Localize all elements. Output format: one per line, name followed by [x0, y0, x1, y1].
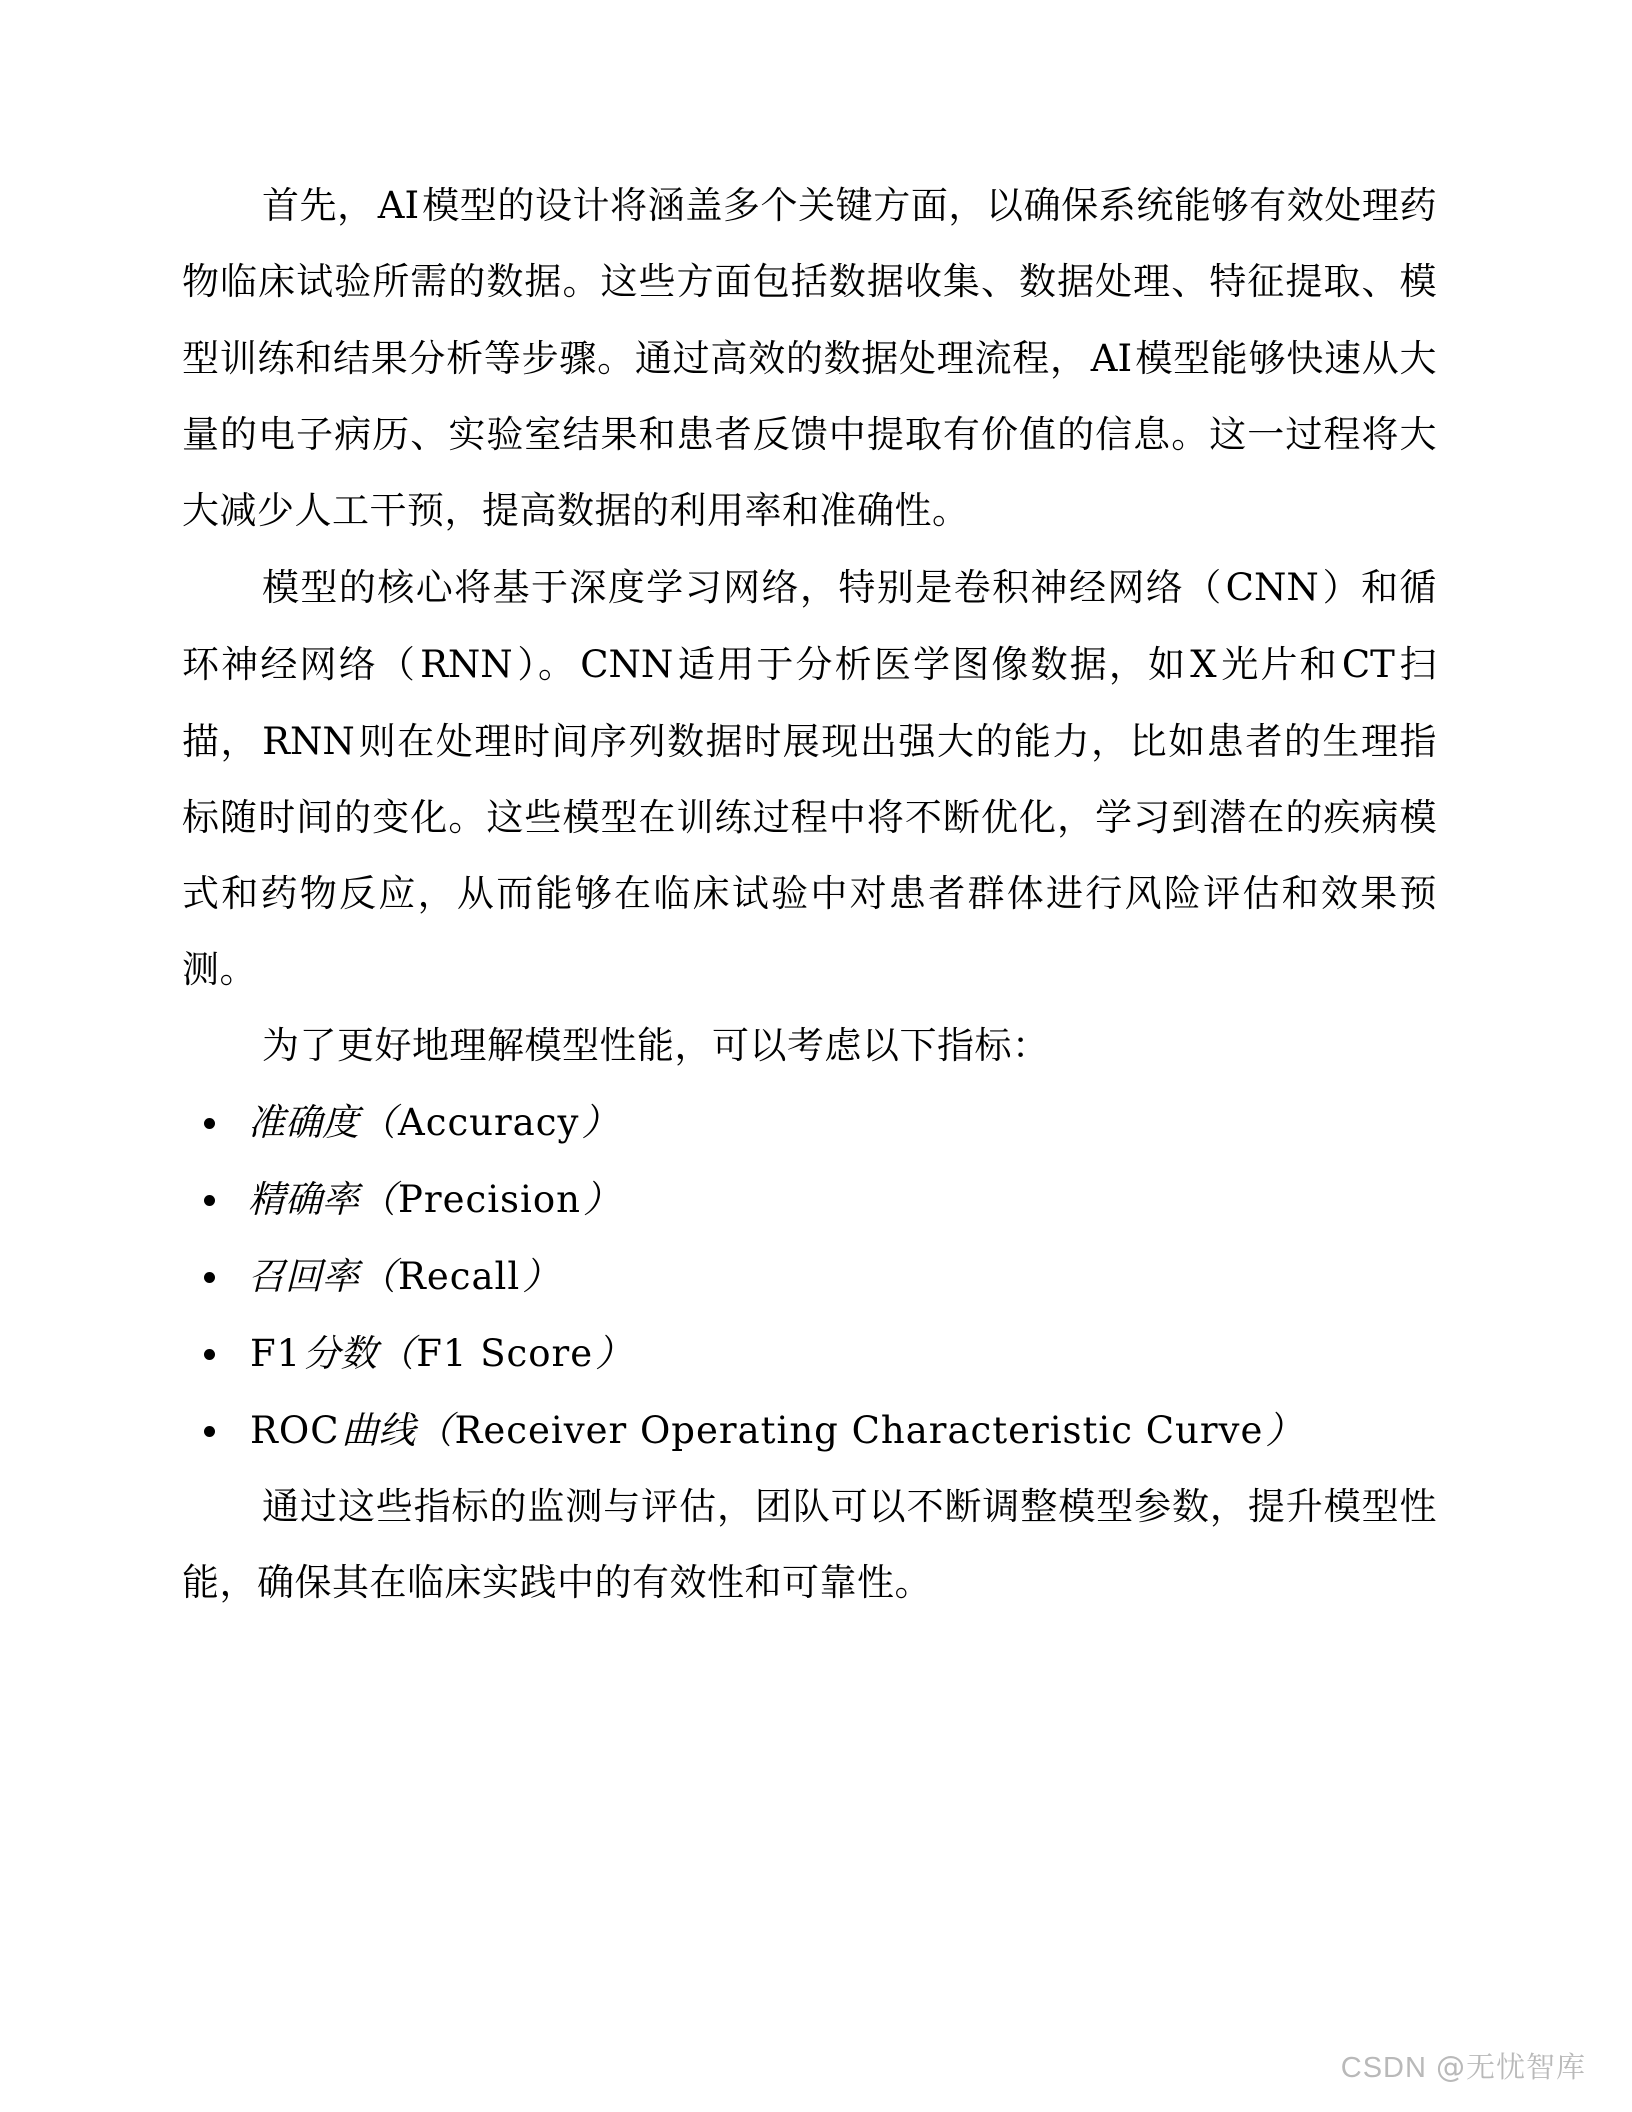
paragraph-3: [182, 1009, 1437, 1085]
document-body: [182, 168, 1437, 1622]
bullet-dot-icon: [204, 1195, 215, 1206]
latin-run: F1: [250, 1332, 302, 1375]
list-item: [182, 1239, 1437, 1316]
cjk-run: 召回率（: [248, 1257, 396, 1298]
latin-run: Receiver Operating Characteristic Curve: [454, 1409, 1264, 1452]
latin-run: RNN: [420, 643, 513, 686]
list-item: [182, 1316, 1437, 1393]
cjk-run: 为了更好地理解模型性能，可以考虑以下指标：: [262, 1026, 1050, 1067]
cjk-run: 分数（: [303, 1334, 415, 1375]
cjk-run: ）和循环神经网络（: [182, 568, 1438, 686]
latin-run: CNN: [580, 643, 674, 686]
latin-run: RNN: [262, 720, 355, 763]
cjk-run: 模型的设计将涵盖多个关键方面，以确保系统能够有效处理药物临床试验所需的数据。这些方面包括数据收集、数据处理、特征提取、模型训练和结果分析等步骤。通过高效的数据处理流程，: [182, 186, 1437, 380]
paragraph-2: [182, 550, 1437, 1009]
latin-run: X: [1190, 643, 1217, 686]
latin-run: AI: [1090, 337, 1133, 380]
watermark-prefix: CSDN: [1340, 2052, 1436, 2084]
bullet-dot-icon: [204, 1349, 215, 1360]
cjk-run: ）: [581, 1103, 619, 1144]
list-item: [182, 1162, 1437, 1239]
list-item: [182, 1085, 1437, 1162]
list-item-label: [248, 1334, 632, 1375]
bullet-dot-icon: [204, 1272, 215, 1283]
latin-run: CNN: [1225, 566, 1319, 609]
latin-run: F1 Score: [416, 1332, 594, 1375]
cjk-run: ）: [522, 1257, 560, 1298]
list-item: [182, 1393, 1437, 1470]
cjk-run: 模型的核心将基于深度学习网络，特别是卷积神经网络（: [262, 568, 1223, 609]
cjk-run: 扫描，: [182, 645, 1438, 763]
cjk-run: 则在处理时间序列数据时展现出强大的能力，比如患者的生理指标随时间的变化。这些模型在训练过程中将不断优化，学习到潜在的疾病模式和药物反应，从而能够在临床试验中对患者群体进行风险评估和效果预测。: [182, 722, 1437, 991]
cjk-run: 适用于分析医学图像数据，如: [676, 645, 1188, 686]
list-item-label: [248, 1411, 1302, 1452]
cjk-run: ）: [582, 1180, 620, 1221]
cjk-run: ）: [595, 1334, 633, 1375]
latin-run: Accuracy: [398, 1101, 580, 1144]
cjk-run: ）: [1265, 1411, 1303, 1452]
cjk-run: 准确度（: [248, 1103, 396, 1144]
bullet-dot-icon: [204, 1426, 215, 1437]
cjk-run: 光片和: [1219, 645, 1339, 686]
cjk-run: 精确率（: [248, 1180, 396, 1221]
cjk-run: 首先，: [262, 186, 375, 227]
watermark-handle: @无忧智库: [1435, 2050, 1586, 2084]
latin-run: Precision: [398, 1178, 581, 1221]
latin-run: ROC: [250, 1409, 340, 1452]
cjk-run: 曲线（: [341, 1411, 453, 1452]
cjk-run: ）。: [515, 645, 578, 686]
list-item-label: [248, 1257, 559, 1298]
bullet-dot-icon: [204, 1118, 215, 1129]
list-item-label: [248, 1103, 618, 1144]
cjk-run: 模型能够快速从大量的电子病历、实验室结果和患者反馈中提取有价值的信息。这一过程将大大减少人工干预，提高数据的利用率和准确性。: [182, 339, 1438, 532]
latin-run: AI: [377, 184, 420, 227]
latin-run: Recall: [398, 1255, 521, 1298]
list-item-label: [248, 1180, 620, 1221]
paragraph-1: [182, 168, 1437, 550]
cjk-run: 通过这些指标的监测与评估，团队可以不断调整模型参数，提升模型性能，确保其在临床实践中的有效性和可靠性。: [182, 1487, 1437, 1604]
metrics-bullet-list: [182, 1085, 1437, 1470]
csdn-watermark: [1341, 2045, 1586, 2086]
latin-run: CT: [1341, 643, 1395, 686]
paragraph-4: [182, 1470, 1437, 1622]
